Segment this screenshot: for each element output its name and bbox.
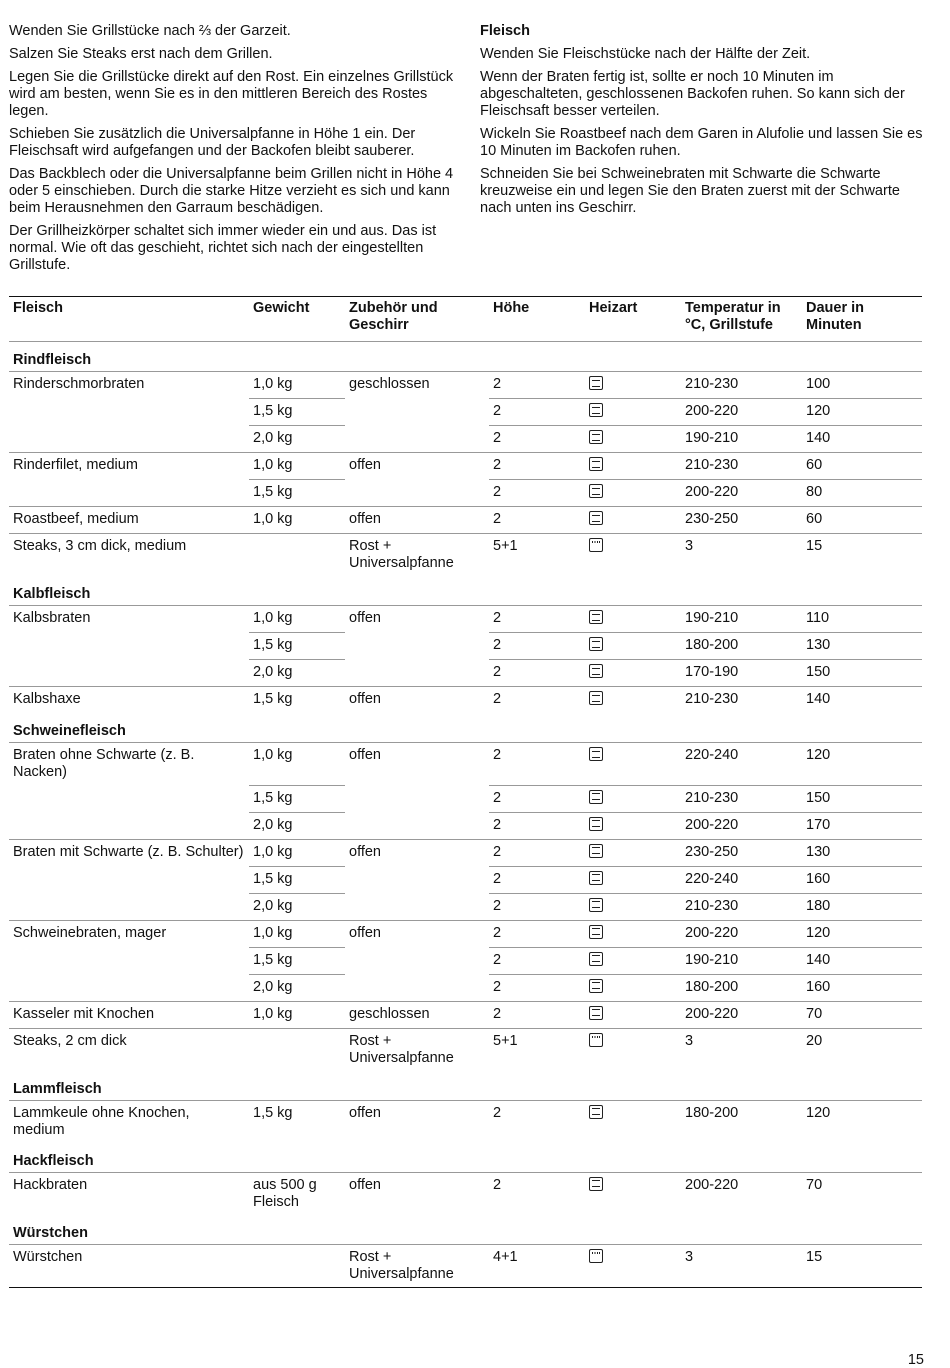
accessory-cell: offen — [349, 1104, 381, 1121]
weight-cell: 1,0 kg — [249, 507, 345, 534]
accessory-cell — [345, 426, 489, 453]
level-cell: 2 — [489, 785, 585, 812]
temperature-cell: 200-220 — [681, 480, 802, 507]
temperature-cell: 170-190 — [681, 660, 802, 687]
level-cell: 2 — [489, 1001, 585, 1028]
table-row — [9, 507, 922, 534]
table-row — [9, 1001, 922, 1028]
level-cell: 2 — [489, 947, 585, 974]
meat-cell: Kalbshaxe — [9, 687, 249, 714]
top-bottom-heat-icon — [589, 376, 603, 390]
weight-cell: 2,0 kg — [249, 426, 345, 453]
heating-mode-cell — [585, 812, 681, 839]
top-bottom-heat-icon — [589, 637, 603, 651]
duration-cell: 15 — [802, 1244, 922, 1287]
weight-cell: 2,0 kg — [249, 660, 345, 687]
heating-mode-cell — [585, 606, 681, 633]
level-cell: 2 — [489, 480, 585, 507]
weight-cell: 2,0 kg — [249, 893, 345, 920]
duration-cell: 70 — [806, 1176, 823, 1193]
accessory-cell: geschlossen — [345, 1001, 489, 1028]
level-cell: 2 — [493, 747, 502, 763]
duration-cell: 140 — [802, 687, 922, 714]
section-title: Lammfleisch — [9, 1071, 922, 1101]
table-row — [9, 866, 922, 893]
temperature-cell: 180-200 — [681, 974, 802, 1001]
duration-cell: 130 — [802, 839, 922, 866]
meat-cell: Lammkeule ohne Knochen, medium — [13, 1104, 190, 1138]
meat-cell: Steaks, 2 cm dick — [9, 1028, 249, 1071]
table-row — [9, 480, 922, 507]
table-row — [9, 947, 922, 974]
table-row — [9, 812, 922, 839]
heating-mode-cell — [585, 1001, 681, 1028]
duration-cell: 120 — [806, 1104, 831, 1121]
page-number: 15 — [907, 1352, 924, 1368]
heating-mode-cell — [585, 866, 681, 893]
weight-cell: 2,0 kg — [249, 974, 345, 1001]
duration-cell: 150 — [802, 660, 922, 687]
temperature-cell: 220-240 — [685, 747, 739, 763]
table-row — [9, 974, 922, 1001]
duration-cell: 15 — [802, 534, 922, 577]
weight-cell: 1,5 kg — [249, 480, 345, 507]
section-title: Rindfleisch — [9, 342, 922, 372]
top-bottom-heat-icon — [589, 691, 603, 705]
temperature-cell: 3 — [681, 1244, 802, 1287]
weight-cell: 1,0 kg — [253, 747, 293, 763]
duration-cell: 120 — [802, 920, 922, 947]
weight-cell: aus 500 g Fleisch — [253, 1176, 317, 1210]
level-cell: 5+1 — [489, 534, 585, 577]
heating-mode-cell — [585, 660, 681, 687]
section-row — [9, 576, 922, 606]
duration-cell: 160 — [802, 974, 922, 1001]
level-cell: 2 — [489, 507, 585, 534]
table-row — [9, 660, 922, 687]
col-header: Dauer in Minuten — [802, 297, 922, 342]
col-header: Gewicht — [249, 297, 345, 342]
table-row — [9, 426, 922, 453]
temperature-cell: 190-210 — [681, 947, 802, 974]
table-row — [9, 743, 922, 786]
top-bottom-heat-icon — [589, 511, 603, 525]
meat-cell — [9, 974, 249, 1001]
weight-cell: 1,0 kg — [249, 839, 345, 866]
meat-cell: Rinderschmorbraten — [13, 376, 145, 392]
temperature-cell: 210-230 — [685, 376, 739, 392]
level-cell: 2 — [489, 839, 585, 866]
intro-right-column — [480, 23, 926, 223]
table-row — [9, 785, 922, 812]
section-row — [9, 713, 922, 743]
weight-cell: 1,0 kg — [249, 920, 345, 947]
col-header: Zubehör und Geschirr — [345, 297, 489, 342]
meat-cell: Kasseler mit Knochen — [9, 1001, 249, 1028]
accessory-cell: offen — [345, 920, 489, 947]
meat-cell — [9, 785, 249, 812]
table-row — [9, 372, 922, 399]
temperature-cell: 180-200 — [681, 633, 802, 660]
section-row — [9, 1215, 922, 1245]
meat-cell — [9, 633, 249, 660]
duration-cell: 130 — [802, 633, 922, 660]
cooking-table — [9, 296, 922, 1288]
tip-paragraph: Wenden Sie Grillstücke nach ⅔ der Garzeit. — [9, 23, 291, 39]
tip-paragraph: Schieben Sie zusätzlich die Universalpfanne in Höhe 1 ein. Der Fleischsaft wird aufgefangen und der Backofen bleibt sauberer. — [9, 126, 416, 159]
level-cell: 2 — [489, 687, 585, 714]
meat-cell: Kalbsbraten — [13, 610, 91, 626]
temperature-cell: 200-220 — [681, 812, 802, 839]
top-bottom-heat-icon — [589, 403, 603, 417]
level-cell: 2 — [489, 633, 585, 660]
weight-cell — [249, 1028, 345, 1071]
weight-cell: 1,5 kg — [249, 866, 345, 893]
table-row — [9, 1028, 922, 1071]
table-row — [9, 633, 922, 660]
level-cell: 2 — [489, 866, 585, 893]
top-bottom-heat-icon — [589, 664, 603, 678]
meat-cell — [9, 426, 249, 453]
meat-cell: Braten ohne Schwarte (z. B. Nacken) — [13, 747, 195, 780]
heating-mode-cell — [585, 426, 681, 453]
weight-cell: 1,0 kg — [249, 1001, 345, 1028]
top-bottom-heat-icon — [589, 979, 603, 993]
top-bottom-heat-icon — [589, 610, 603, 624]
tip-paragraph: Das Backblech oder die Universalpfanne beim Grillen nicht in Höhe 4 oder 5 einschieben. Durch die starke Hitze verzieht es sich und kann beim Herausnehmen den Garraum beschädigen. — [9, 166, 454, 216]
weight-cell: 1,5 kg — [249, 687, 345, 714]
tip-paragraph: Schneiden Sie bei Schweinebraten mit Schwarte die Schwarte kreuzweise ein und legen Sie den Braten zuerst mit der Schwarte nach unten ins Geschirr. — [480, 166, 900, 216]
level-cell: 4+1 — [489, 1244, 585, 1287]
meat-cell: Rinderfilet, medium — [9, 453, 249, 480]
duration-cell: 60 — [802, 453, 922, 480]
duration-cell: 140 — [802, 947, 922, 974]
temperature-cell: 230-250 — [681, 839, 802, 866]
top-bottom-heat-icon — [589, 844, 603, 858]
temperature-cell: 3 — [681, 1028, 802, 1071]
section-heading: Fleisch — [480, 23, 530, 39]
table-body — [9, 342, 922, 1288]
grill-icon — [589, 1033, 603, 1047]
accessory-cell: Rost + Universalpfanne — [345, 1028, 489, 1071]
temperature-cell: 190-210 — [681, 426, 802, 453]
heating-mode-cell — [585, 1028, 681, 1071]
duration-cell: 140 — [802, 426, 922, 453]
top-bottom-heat-icon — [589, 898, 603, 912]
duration-cell: 60 — [802, 507, 922, 534]
weight-cell: 1,0 kg — [253, 376, 293, 392]
table-row — [9, 1244, 922, 1287]
meat-cell: Würstchen — [9, 1244, 249, 1287]
heating-mode-cell — [585, 1244, 681, 1287]
col-header: Höhe — [489, 297, 585, 342]
duration-cell: 150 — [802, 785, 922, 812]
heating-mode-cell — [585, 453, 681, 480]
temperature-cell: 180-200 — [685, 1104, 739, 1121]
level-cell: 2 — [489, 660, 585, 687]
top-bottom-heat-icon — [589, 457, 603, 471]
duration-cell: 120 — [802, 399, 922, 426]
heating-mode-cell — [585, 534, 681, 577]
table-row — [9, 534, 922, 577]
weight-cell: 1,0 kg — [253, 610, 293, 626]
temperature-cell: 190-210 — [685, 610, 739, 626]
table-row — [9, 606, 922, 633]
table-row — [9, 687, 922, 714]
temperature-cell: 200-220 — [681, 920, 802, 947]
section-title: Hackfleisch — [9, 1143, 922, 1173]
accessory-cell — [345, 480, 489, 507]
heating-mode-cell — [585, 633, 681, 660]
tip-paragraph: Der Grillheizkörper schaltet sich immer wieder ein und aus. Das ist normal. Wie oft das geschieht, richtet sich nach der eingestellten Grillstufe. — [9, 223, 437, 273]
accessory-cell: offen — [345, 507, 489, 534]
meat-cell: Steaks, 3 cm dick, medium — [9, 534, 249, 577]
temperature-cell: 210-230 — [681, 785, 802, 812]
level-cell: 5+1 — [489, 1028, 585, 1071]
top-bottom-heat-icon — [589, 484, 603, 498]
meat-cell — [9, 660, 249, 687]
accessory-cell — [345, 866, 489, 893]
table-row — [9, 920, 922, 947]
heating-mode-cell — [585, 743, 681, 786]
duration-cell: 80 — [802, 480, 922, 507]
table-row — [9, 893, 922, 920]
meat-cell — [9, 947, 249, 974]
accessory-cell — [345, 893, 489, 920]
top-bottom-heat-icon — [589, 871, 603, 885]
duration-cell: 160 — [802, 866, 922, 893]
level-cell: 2 — [493, 1104, 502, 1121]
meat-cell: Roastbeef, medium — [9, 507, 249, 534]
tip-paragraph: Wickeln Sie Roastbeef nach dem Garen in Alufolie und lassen Sie es 10 Minuten im Backofen ruhen. — [480, 126, 923, 159]
accessory-cell — [345, 633, 489, 660]
meat-cell: Hackbraten — [13, 1176, 88, 1193]
grill-icon — [589, 1249, 603, 1263]
heating-mode-cell — [585, 687, 681, 714]
section-title: Kalbfleisch — [9, 576, 922, 606]
accessory-cell — [345, 947, 489, 974]
top-bottom-heat-icon — [589, 430, 603, 444]
temperature-cell: 200-220 — [681, 1001, 802, 1028]
meat-cell — [9, 812, 249, 839]
heating-mode-cell — [585, 893, 681, 920]
table-header-row — [9, 297, 922, 342]
weight-cell: 1,5 kg — [249, 633, 345, 660]
duration-cell: 100 — [806, 376, 831, 392]
accessory-cell — [345, 812, 489, 839]
temperature-cell: 210-230 — [681, 453, 802, 480]
duration-cell: 110 — [806, 610, 830, 626]
level-cell: 2 — [489, 920, 585, 947]
weight-cell — [249, 1244, 345, 1287]
weight-cell: 1,5 kg — [249, 947, 345, 974]
duration-cell: 170 — [802, 812, 922, 839]
heating-mode-cell — [585, 372, 681, 399]
heating-mode-cell — [585, 1100, 681, 1143]
weight-cell: 1,5 kg — [249, 785, 345, 812]
heating-mode-cell — [585, 974, 681, 1001]
col-header: Temperatur in °C, Grillstufe — [681, 297, 802, 342]
top-bottom-heat-icon — [589, 925, 603, 939]
duration-cell: 120 — [806, 747, 831, 763]
level-cell: 2 — [493, 376, 502, 392]
top-bottom-heat-icon — [589, 1177, 603, 1191]
level-cell: 2 — [489, 453, 585, 480]
weight-cell: 2,0 kg — [249, 812, 345, 839]
temperature-cell: 200-220 — [681, 399, 802, 426]
accessory-cell — [345, 399, 489, 426]
accessory-cell — [345, 785, 489, 812]
table-row — [9, 399, 922, 426]
heating-mode-cell — [585, 785, 681, 812]
section-title: Schweinefleisch — [9, 713, 922, 743]
temperature-cell: 210-230 — [681, 893, 802, 920]
temperature-cell: 220-240 — [681, 866, 802, 893]
meat-cell — [9, 399, 249, 426]
tip-paragraph: Legen Sie die Grillstücke direkt auf den Rost. Ein einzelnes Grillstück wird am besten, wenn Sie es in den mittleren Bereich des Rostes legen. — [9, 69, 454, 119]
duration-cell: 180 — [802, 893, 922, 920]
duration-cell: 70 — [802, 1001, 922, 1028]
weight-cell — [249, 534, 345, 577]
meat-cell — [9, 866, 249, 893]
level-cell: 2 — [493, 1176, 502, 1193]
meat-cell: Braten mit Schwarte (z. B. Schulter) — [9, 839, 249, 866]
meat-cell — [9, 893, 249, 920]
temperature-cell: 230-250 — [681, 507, 802, 534]
level-cell: 2 — [489, 399, 585, 426]
weight-cell: 1,0 kg — [249, 453, 345, 480]
temperature-cell: 200-220 — [685, 1176, 739, 1193]
grill-icon — [589, 538, 603, 552]
tip-paragraph: Salzen Sie Steaks erst nach dem Grillen. — [9, 46, 273, 62]
accessory-cell: Rost + Universalpfanne — [345, 534, 489, 577]
col-header: Heizart — [585, 297, 681, 342]
temperature-cell: 210-230 — [681, 687, 802, 714]
top-bottom-heat-icon — [589, 747, 603, 761]
heating-mode-cell — [585, 920, 681, 947]
top-bottom-heat-icon — [589, 1105, 603, 1119]
weight-cell: 1,5 kg — [249, 399, 345, 426]
intro-left-column — [9, 23, 455, 280]
heating-mode-cell — [585, 947, 681, 974]
accessory-cell: offen — [345, 839, 489, 866]
section-title: Würstchen — [9, 1215, 922, 1245]
accessory-cell: Rost + Universalpfanne — [345, 1244, 489, 1287]
tip-paragraph: Wenn der Braten fertig ist, sollte er noch 10 Minuten im abgeschalteten, geschlossenen Backofen ruhen. So kann sich der Fleischsaft besser verteilen. — [480, 69, 905, 119]
accessory-cell — [345, 660, 489, 687]
heating-mode-cell — [585, 480, 681, 507]
meat-cell — [9, 480, 249, 507]
top-bottom-heat-icon — [589, 790, 603, 804]
table-row — [9, 453, 922, 480]
temperature-cell: 3 — [681, 534, 802, 577]
top-bottom-heat-icon — [589, 952, 603, 966]
accessory-cell: offen — [345, 453, 489, 480]
tip-paragraph: Wenden Sie Fleischstücke nach der Hälfte der Zeit. — [480, 46, 811, 62]
weight-cell: 1,5 kg — [253, 1104, 293, 1121]
heating-mode-cell — [585, 399, 681, 426]
top-bottom-heat-icon — [589, 817, 603, 831]
table-row — [9, 1100, 922, 1143]
table-row — [9, 1172, 922, 1215]
heating-mode-cell — [585, 839, 681, 866]
level-cell: 2 — [489, 812, 585, 839]
accessory-cell: offen — [345, 687, 489, 714]
table-row — [9, 839, 922, 866]
section-row — [9, 1071, 922, 1101]
accessory-cell: offen — [349, 610, 381, 626]
accessory-cell: offen — [349, 1176, 381, 1193]
level-cell: 2 — [493, 610, 502, 626]
level-cell: 2 — [489, 974, 585, 1001]
accessory-cell — [345, 974, 489, 1001]
level-cell: 2 — [489, 893, 585, 920]
accessory-cell: geschlossen — [349, 376, 430, 392]
col-header: Fleisch — [9, 297, 249, 342]
top-bottom-heat-icon — [589, 1006, 603, 1020]
section-row — [9, 1143, 922, 1173]
section-row — [9, 342, 922, 372]
level-cell: 2 — [489, 426, 585, 453]
duration-cell: 20 — [802, 1028, 922, 1071]
heating-mode-cell — [585, 507, 681, 534]
heating-mode-cell — [585, 1172, 681, 1215]
meat-cell: Schweinebraten, mager — [9, 920, 249, 947]
accessory-cell: offen — [349, 747, 381, 763]
